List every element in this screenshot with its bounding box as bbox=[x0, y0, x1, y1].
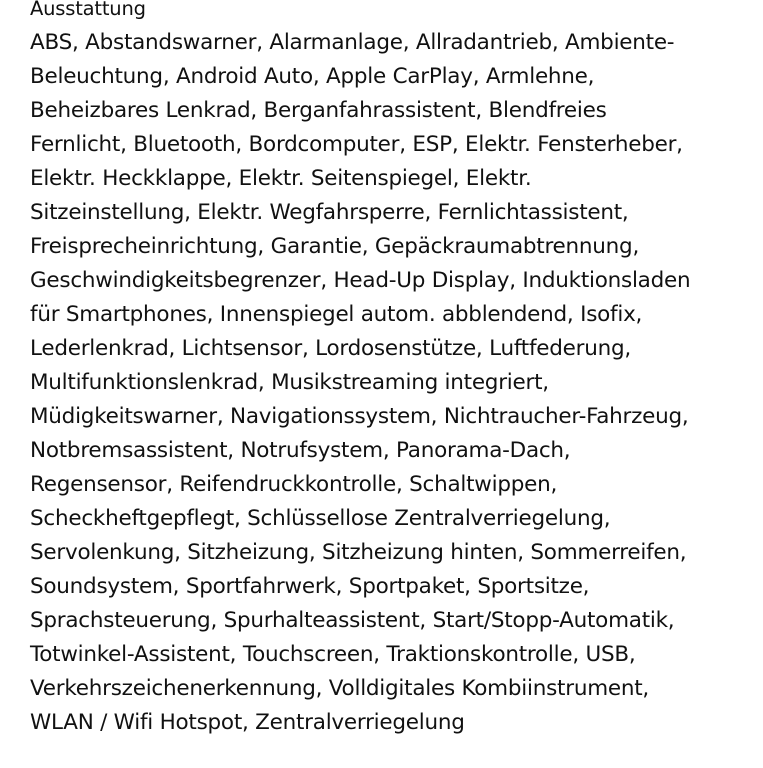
equipment-line: Geschwindigkeitsbegrenzer, Head-Up Display, Induktionsladen bbox=[30, 268, 691, 293]
equipment-line: Elektr. Heckklappe, Elektr. Seitenspiegel, Elektr. bbox=[30, 166, 532, 191]
equipment-line: Sprachsteuerung, Spurhalteassistent, Start/Stopp-Automatik, bbox=[30, 608, 675, 633]
equipment-line: Servolenkung, Sitzheizung, Sitzheizung hinten, Sommerreifen, bbox=[30, 540, 687, 565]
equipment-line: Verkehrszeichenerkennung, Volldigitales Kombiinstrument, bbox=[30, 676, 650, 701]
equipment-line: ABS, Abstandswarner, Alarmanlage, Allradantrieb, Ambiente- bbox=[30, 30, 675, 55]
equipment-line: Beheizbares Lenkrad, Berganfahrassistent, Blendfreies bbox=[30, 98, 607, 123]
equipment-line: Regensensor, Reifendruckkontrolle, Schaltwippen, bbox=[30, 472, 558, 497]
equipment-line: WLAN / Wifi Hotspot, Zentralverriegelung bbox=[30, 710, 465, 735]
equipment-line: Scheckheftgepflegt, Schlüssellose Zentralverriegelung, bbox=[30, 506, 611, 531]
equipment-heading: Ausstattung bbox=[30, 0, 146, 20]
equipment-line: Notbremsassistent, Notrufsystem, Panorama-Dach, bbox=[30, 438, 571, 463]
equipment-line: Müdigkeitswarner, Navigationssystem, Nichtraucher-Fahrzeug, bbox=[30, 404, 689, 429]
equipment-list bbox=[30, 26, 755, 740]
equipment-line: Multifunktionslenkrad, Musikstreaming integriert, bbox=[30, 370, 549, 395]
equipment-line: Fernlicht, Bluetooth, Bordcomputer, ESP, Elektr. Fensterheber, bbox=[30, 132, 683, 157]
equipment-line: Freisprecheinrichtung, Garantie, Gepäckraumabtrennung, bbox=[30, 234, 640, 259]
equipment-line: Beleuchtung, Android Auto, Apple CarPlay, Armlehne, bbox=[30, 64, 595, 89]
equipment-line: für Smartphones, Innenspiegel autom. abblendend, Isofix, bbox=[30, 302, 643, 327]
equipment-line: Totwinkel-Assistent, Touchscreen, Traktionskontrolle, USB, bbox=[30, 642, 636, 667]
equipment-line: Sitzeinstellung, Elektr. Wegfahrsperre, Fernlichtassistent, bbox=[30, 200, 629, 225]
equipment-section bbox=[30, 0, 755, 740]
equipment-line: Soundsystem, Sportfahrwerk, Sportpaket, Sportsitze, bbox=[30, 574, 590, 599]
equipment-line: Lederlenkrad, Lichtsensor, Lordosenstütze, Luftfederung, bbox=[30, 336, 631, 361]
